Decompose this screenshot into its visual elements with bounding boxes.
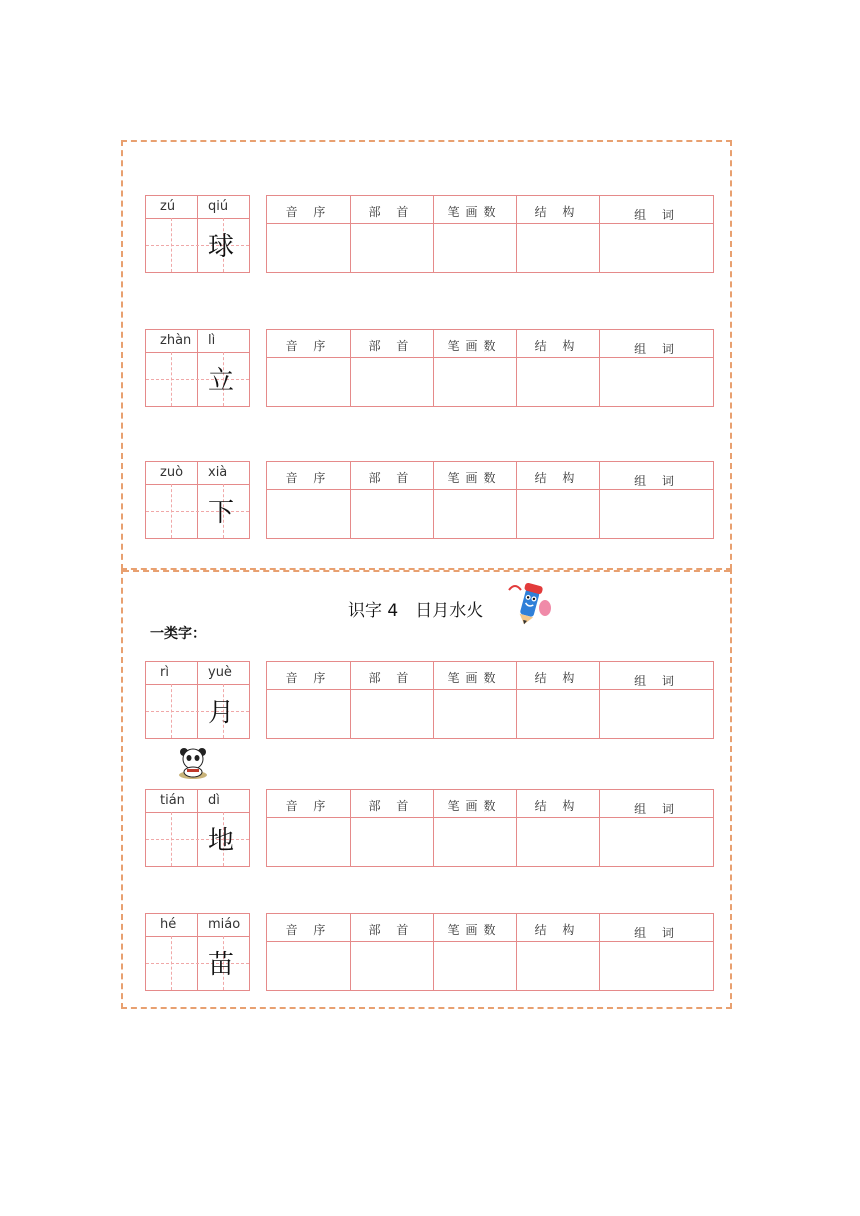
header-cell: 音 序 — [285, 923, 332, 937]
pinyin-second: xià — [208, 465, 228, 480]
target-character: 立 — [208, 366, 235, 396]
header-cell: 组 词 — [634, 342, 680, 356]
pinyin-grid — [145, 195, 250, 273]
header-cell: 组 词 — [634, 802, 680, 816]
pinyin-first: rì — [160, 665, 169, 680]
header-cell: 音 序 — [285, 799, 332, 813]
header-cell: 结 构 — [534, 339, 581, 353]
header-cell: 音 序 — [285, 471, 332, 485]
pencil-mascot-icon — [505, 578, 555, 626]
pinyin-grid — [145, 913, 250, 991]
info-table — [266, 661, 714, 739]
pinyin-second: lì — [208, 333, 216, 348]
header-cell: 部 首 — [368, 205, 415, 219]
pinyin-first: zuò — [160, 465, 184, 480]
header-cell: 结 构 — [534, 799, 581, 813]
header-cell: 笔画数 — [447, 671, 502, 685]
info-table — [266, 789, 714, 867]
header-cell: 音 序 — [285, 339, 332, 353]
header-cell: 笔画数 — [447, 471, 502, 485]
info-table — [266, 195, 714, 273]
pinyin-grid — [145, 461, 250, 539]
header-cell: 音 序 — [285, 671, 332, 685]
header-cell: 组 词 — [634, 208, 680, 222]
pinyin-first: zú — [160, 199, 176, 214]
header-cell: 结 构 — [534, 923, 581, 937]
pinyin-second: miáo — [208, 917, 241, 932]
pinyin-first: tián — [160, 793, 185, 808]
pinyin-grid — [145, 661, 250, 739]
target-character: 球 — [208, 232, 235, 262]
header-cell: 结 构 — [534, 205, 581, 219]
pinyin-second: qiú — [208, 199, 229, 214]
header-cell: 组 词 — [634, 474, 680, 488]
target-character: 下 — [208, 498, 235, 528]
target-character: 苗 — [208, 950, 235, 980]
header-cell: 笔画数 — [447, 799, 502, 813]
header-cell: 部 首 — [368, 923, 415, 937]
header-cell: 结 构 — [534, 471, 581, 485]
header-cell: 音 序 — [285, 205, 332, 219]
header-cell: 部 首 — [368, 339, 415, 353]
header-cell: 部 首 — [368, 471, 415, 485]
header-cell: 组 词 — [634, 926, 680, 940]
pinyin-second: yuè — [208, 665, 232, 680]
header-cell: 部 首 — [368, 799, 415, 813]
header-cell: 结 构 — [534, 671, 581, 685]
panda-icon — [175, 745, 211, 781]
header-cell: 部 首 — [368, 671, 415, 685]
info-table — [266, 461, 714, 539]
header-cell: 笔画数 — [447, 923, 502, 937]
pinyin-first: hé — [160, 917, 177, 932]
header-cell: 笔画数 — [447, 339, 502, 353]
header-cell: 笔画数 — [447, 205, 502, 219]
section-title: 识字 4 日月水火 — [348, 601, 484, 621]
pinyin-grid — [145, 789, 250, 867]
target-character: 地 — [208, 826, 235, 856]
pinyin-grid — [145, 329, 250, 407]
category-subhead: 一类字： — [150, 626, 206, 642]
info-table — [266, 913, 714, 991]
info-table — [266, 329, 714, 407]
pinyin-second: dì — [208, 793, 220, 808]
pinyin-first: zhàn — [160, 333, 192, 348]
target-character: 月 — [208, 698, 235, 728]
header-cell: 组 词 — [634, 674, 680, 688]
